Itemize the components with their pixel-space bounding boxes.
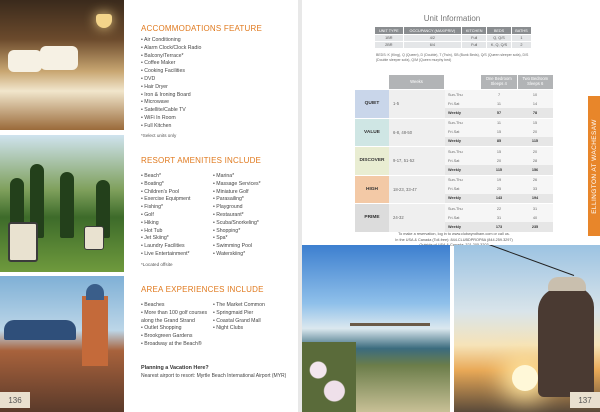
unit-info-cell: 6/4 [403, 42, 462, 49]
planning-title: Planning a Vacation Here? [141, 365, 209, 371]
right-page [302, 0, 600, 412]
list-item: • Hair Dryer [141, 84, 281, 92]
rates-header-days [445, 75, 481, 89]
rate-one-bedroom: 15 [481, 147, 517, 156]
unit-info-cell: 1 [511, 35, 531, 42]
table-row [375, 35, 532, 42]
season-rate-rows [445, 176, 553, 204]
rate-two-bedroom: 26 [517, 176, 553, 185]
rate-row [445, 156, 553, 165]
unit-info-header-cell: UNIT TYPE [375, 27, 404, 35]
unit-info-note: BEDS: K (King), Q (Queen), D (Double), T (Twin), SB (Bunk Beds), Q/S (Queen sleeper sofa), D/S (Double sleeper sofa), Q/M (Queen murphy bed) [376, 53, 529, 62]
sign-shape [4, 320, 76, 340]
season-name: PRIME [355, 204, 389, 232]
rate-two-bedroom: 15 [517, 119, 553, 128]
rate-row [445, 99, 553, 108]
fishing-rod-shape [480, 245, 574, 276]
planning-text: Nearest airport to resort: Myrtle Beach International Airport (MYR) [141, 373, 287, 379]
area-title: AREA EXPERIENCES INCLUDE [141, 285, 264, 294]
season-row-quiet [355, 89, 553, 118]
golf-course-photo [0, 135, 124, 272]
rate-one-bedroom: 15 [481, 128, 517, 137]
unit-info-header-cell: KITCHEN [462, 27, 487, 35]
rate-period: Weekly [445, 108, 481, 117]
rate-one-bedroom: 11 [481, 119, 517, 128]
unit-info-cell: Q, Q/S [487, 35, 512, 42]
rate-period: Weekly [445, 222, 481, 231]
list-item: • Laundry Facilities [141, 243, 209, 251]
pillow-shape [40, 46, 78, 70]
unit-info-header-row [375, 27, 532, 35]
list-item: • WiFi In Room [141, 115, 281, 123]
contact-line-2: In the USA & Canada (Toll-free): 844.CLUBDPROP8A (844.259.3297) [395, 237, 513, 242]
season-weeks: 9-17, 51-52 [389, 147, 445, 175]
list-item: • Cooking Facilities [141, 68, 281, 76]
rates-header [355, 75, 553, 89]
rate-row [445, 90, 553, 99]
rate-two-bedroom: 40 [517, 213, 553, 222]
rate-row [445, 222, 553, 231]
season-row-prime [355, 203, 553, 232]
golf-cart-shape [8, 222, 38, 262]
list-item: • Full Kitchen [141, 123, 281, 131]
table-row [375, 42, 532, 49]
two-bedroom-label: Two Bedroom [522, 76, 549, 82]
one-bedroom-sleeps: Sleeps 4 [490, 81, 507, 86]
two-bedroom-sleeps: Sleeps 6 [527, 81, 544, 86]
hat-shape [548, 277, 586, 291]
list-item: • Alarm Clock/Clock Radio [141, 45, 281, 53]
fisherman-photo [454, 245, 600, 412]
list-item: • Children's Pool [141, 189, 209, 197]
amenities-list-col2 [213, 173, 293, 259]
rate-two-bedroom: 28 [517, 156, 553, 165]
unit-info-title: Unit Information [423, 14, 481, 23]
list-item: • Balcony/Terrace* [141, 53, 281, 61]
list-item: • Playground [213, 204, 293, 212]
unit-info-cell: Full [462, 42, 487, 49]
fisherman-shape [538, 287, 594, 397]
tower-shape [82, 296, 108, 366]
accommodations-note: *Select units only [141, 133, 177, 138]
season-name: HIGH [355, 176, 389, 204]
rate-period: Fri-Sat [445, 99, 481, 108]
accommodations-list [141, 37, 281, 131]
resort-name-text: ELLINGTON AT WACHESAW [590, 118, 598, 214]
season-weeks: 18-23, 33-47 [389, 176, 445, 204]
rate-row [445, 204, 553, 213]
rate-one-bedroom: 19 [481, 176, 517, 185]
rate-one-bedroom: 11 [481, 99, 517, 108]
rate-row [445, 108, 553, 117]
list-item: • The Market Common [213, 302, 293, 310]
amenities-list-col1 [141, 173, 209, 259]
unit-info-header-cell: OCCUPANCY (MAX/PRIV) [403, 27, 462, 35]
list-item: • Microwave [141, 99, 281, 107]
marsh-photo [302, 245, 450, 412]
rates-header-one-bedroom [481, 75, 518, 89]
rates-header-blank [355, 75, 389, 89]
rate-one-bedroom: 20 [481, 156, 517, 165]
rate-two-bedroom: 14 [517, 99, 553, 108]
rate-one-bedroom: 143 [481, 194, 517, 203]
rate-row [445, 147, 553, 156]
rate-row [445, 194, 553, 203]
rate-period: Weekly [445, 165, 481, 174]
rate-period: Weekly [445, 194, 481, 203]
season-name: VALUE [355, 119, 389, 147]
unit-info-body [375, 35, 532, 49]
list-item: • Miniature Golf [213, 189, 293, 197]
list-item: • Jet Skiing* [141, 235, 209, 243]
list-item: • Massage Services* [213, 181, 293, 189]
rate-two-bedroom: 194 [517, 194, 553, 203]
rate-one-bedroom: 57 [481, 108, 517, 117]
list-item: • Golf [141, 212, 209, 220]
list-item: • More than 100 golf courses along the Grand Strand [141, 310, 209, 326]
rate-row [445, 137, 553, 146]
list-item: • Swimming Pool [213, 243, 293, 251]
unit-info-cell: K, Q, Q/S [487, 42, 512, 49]
list-item: • Marina* [213, 173, 293, 181]
rates-header-two-bedroom [518, 75, 554, 89]
rate-two-bedroom: 10 [517, 90, 553, 99]
amenities-title: RESORT AMENITIES INCLUDE [141, 156, 262, 165]
rate-period: Sun-Thu [445, 204, 481, 213]
rate-period: Fri-Sat [445, 185, 481, 194]
pillow-shape [8, 50, 42, 72]
rate-one-bedroom: 22 [481, 204, 517, 213]
rate-one-bedroom: 7 [481, 90, 517, 99]
rate-one-bedroom: 31 [481, 213, 517, 222]
season-rate-rows [445, 119, 553, 147]
contact-line-1: To make a reservation, log in to www.clubwyndham.com or call us. [398, 232, 510, 236]
accommodations-title: ACCOMMODATIONS FEATURE [141, 24, 262, 33]
list-item: • Satellite/Cable TV [141, 107, 281, 115]
seasons-container [355, 89, 553, 232]
list-item: • Parasailing* [213, 196, 293, 204]
rate-period: Fri-Sat [445, 128, 481, 137]
unit-info-table [374, 26, 532, 49]
unit-info-cell: 2BR [375, 42, 404, 49]
rate-period: Fri-Sat [445, 156, 481, 165]
season-row-discover [355, 146, 553, 175]
rate-one-bedroom: 25 [481, 185, 517, 194]
rate-row [445, 128, 553, 137]
one-bedroom-label: One Bedroom [485, 76, 512, 82]
unit-info-cell: 1BR [375, 35, 404, 42]
resort-name-tab [588, 96, 600, 236]
season-weeks: 1-5 [389, 90, 445, 118]
list-item: • Beaches [141, 302, 209, 310]
season-weeks: 24-32 [389, 204, 445, 232]
list-item: • Beach* [141, 173, 209, 181]
list-item: • Iron & Ironing Board [141, 92, 281, 100]
season-weeks: 6-8, 48-50 [389, 119, 445, 147]
bedroom-photo [0, 0, 124, 130]
list-item: • DVD [141, 76, 281, 84]
list-item: • Hot Tub [141, 228, 209, 236]
season-row-value [355, 118, 553, 147]
rate-period: Fri-Sat [445, 213, 481, 222]
left-page [0, 0, 298, 412]
unit-info-cell: Full [462, 35, 487, 42]
list-item: • Shopping* [213, 228, 293, 236]
rate-two-bedroom: 20 [517, 128, 553, 137]
list-item: • Hiking [141, 220, 209, 228]
rate-two-bedroom: 31 [517, 204, 553, 213]
rate-row [445, 119, 553, 128]
list-item: • Exercise Equipment [141, 196, 209, 204]
list-item: • Spa* [213, 235, 293, 243]
unit-info-header-cell: BATHS [511, 27, 531, 35]
list-item: • Outlet Shopping [141, 325, 209, 333]
list-item: • Restaurant* [213, 212, 293, 220]
sun-shape [512, 365, 538, 391]
rate-row [445, 176, 553, 185]
rate-period: Sun-Thu [445, 176, 481, 185]
season-row-high [355, 175, 553, 204]
list-item: • Air Conditioning [141, 37, 281, 45]
rate-period: Sun-Thu [445, 90, 481, 99]
page-number-left: 136 [0, 392, 30, 408]
lamp-shape [96, 14, 112, 28]
rate-two-bedroom: 78 [517, 108, 553, 117]
list-item: • Scuba/Snorkeling* [213, 220, 293, 228]
rate-row [445, 165, 553, 174]
list-item: • Boating* [141, 181, 209, 189]
rate-two-bedroom: 20 [517, 147, 553, 156]
unit-info-cell: 2 [511, 42, 531, 49]
rate-two-bedroom: 33 [517, 185, 553, 194]
list-item: • Waterskiing* [213, 251, 293, 259]
rate-two-bedroom: 115 [517, 137, 553, 146]
page-number-right: 137 [570, 392, 600, 408]
list-item: • Broadway at the Beach® [141, 341, 209, 349]
rate-two-bedroom: 235 [517, 222, 553, 231]
list-item: • Brookgreen Gardens [141, 333, 209, 341]
rate-one-bedroom: 115 [481, 165, 517, 174]
rate-one-bedroom: 85 [481, 137, 517, 146]
rate-row [445, 185, 553, 194]
pier-shape [350, 323, 430, 326]
area-list-col2 [213, 302, 293, 333]
amenities-note: *Located offsite [141, 262, 173, 267]
season-name: QUIET [355, 90, 389, 118]
season-rate-rows [445, 147, 553, 175]
list-item: • Fishing* [141, 204, 209, 212]
flowers-shape [302, 342, 356, 412]
tree-shape [60, 172, 74, 238]
area-list-col1 [141, 302, 209, 349]
list-item: • Coastal Grand Mall [213, 318, 293, 326]
season-rate-rows [445, 204, 553, 232]
list-item: • Live Entertainment* [141, 251, 209, 259]
rate-period: Sun-Thu [445, 147, 481, 156]
rate-period: Weekly [445, 137, 481, 146]
rates-table [355, 75, 553, 232]
golf-cart-shape [84, 226, 104, 250]
unit-info-cell: 4/2 [403, 35, 462, 42]
season-rate-rows [445, 90, 553, 118]
rate-period: Sun-Thu [445, 119, 481, 128]
dome-shape [86, 284, 104, 300]
season-name: DISCOVER [355, 147, 389, 175]
list-item: • Night Clubs [213, 325, 293, 333]
list-item: • Springmaid Pier [213, 310, 293, 318]
rate-row [445, 213, 553, 222]
rate-one-bedroom: 173 [481, 222, 517, 231]
rates-header-weeks: Weeks [389, 75, 445, 89]
rate-two-bedroom: 156 [517, 165, 553, 174]
unit-info-header-cell: BEDS [487, 27, 512, 35]
list-item: • Coffee Maker [141, 60, 281, 68]
